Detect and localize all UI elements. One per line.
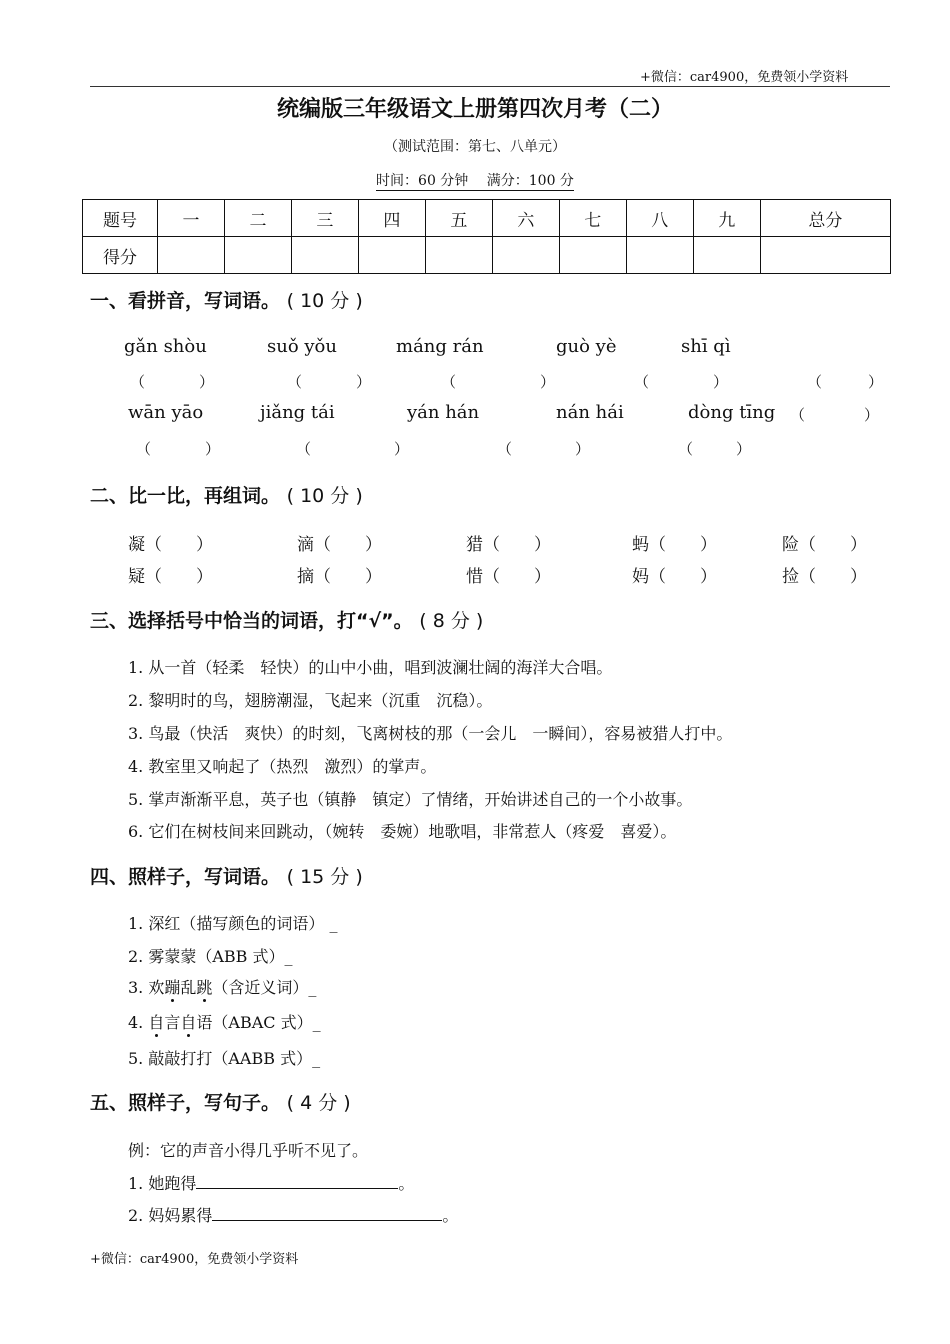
score-header-cell: 三 bbox=[291, 200, 358, 237]
word-item: 捡（ ） bbox=[782, 567, 867, 587]
score-header-cell: 五 bbox=[425, 200, 492, 237]
score-cell[interactable] bbox=[626, 237, 693, 274]
section-2-heading: 二、比一比，再组词。 bbox=[90, 485, 281, 507]
score-header-cell: 二 bbox=[224, 200, 291, 237]
section-1-heading: 一、看拼音，写词语。 bbox=[90, 290, 281, 312]
pinyin-5: shī qì bbox=[681, 336, 731, 357]
section-3-title bbox=[90, 606, 483, 633]
section-4-title bbox=[90, 862, 363, 889]
page-title: 统编版三年级语文上册第四次月考（二） bbox=[276, 97, 673, 122]
score-cell[interactable] bbox=[492, 237, 559, 274]
paren-open: （ bbox=[497, 440, 513, 458]
question-item: 5. 掌声渐渐平息，英子也（镇静 镇定）了情绪，开始讲述自己的一个小故事。 bbox=[128, 790, 693, 809]
pinyin-6: wān yāo bbox=[128, 402, 204, 423]
example-sentence: 例：它的声音小得几乎听不见了。 bbox=[128, 1141, 369, 1160]
test-scope: （测试范围：第七、八单元） bbox=[384, 139, 566, 155]
score-cell[interactable] bbox=[559, 237, 626, 274]
emphasis-char: 蹦 bbox=[164, 978, 181, 997]
pinyin-2: suǒ yǒu bbox=[267, 336, 337, 357]
paren-open: （ bbox=[296, 440, 312, 458]
paren-open: （ bbox=[807, 373, 823, 391]
header-watermark: +微信：car4900，免费领小学资料 bbox=[640, 70, 849, 85]
question-item: 2. 雾蒙蒙（ABB 式）_ bbox=[128, 947, 293, 966]
word-item: 妈（ ） bbox=[632, 567, 717, 587]
question-item: 3. 欢蹦乱跳（含近义词）_ bbox=[128, 978, 317, 997]
section-1-title bbox=[90, 286, 363, 313]
emphasis-char: 自 bbox=[148, 1013, 165, 1032]
question-item: 1. 从一首（轻柔 轻快）的山中小曲，唱到波澜壮阔的海洋大合唱。 bbox=[128, 658, 613, 677]
word-item: 摘（ ） bbox=[297, 567, 382, 587]
question-item: 1. 她跑得 。 bbox=[128, 1174, 415, 1193]
score-row-label: 得分 bbox=[83, 237, 158, 274]
time-info-text: 时间：60 分钟 满分：100 分 bbox=[376, 173, 574, 189]
question-item: 2. 黎明时的鸟，翅膀潮湿，飞起来（沉重 沉稳）。 bbox=[128, 691, 493, 710]
score-table-score-row bbox=[83, 237, 891, 274]
paren-open: （ bbox=[441, 373, 457, 391]
paren-open: （ bbox=[287, 373, 303, 391]
question-item: 3. 鸟最（快活 爽快）的时刻，飞离树枝的那（一会儿 一瞬间），容易被猎人打中。 bbox=[128, 724, 733, 743]
pinyin-7: jiǎng tái bbox=[260, 402, 335, 423]
score-cell[interactable] bbox=[760, 237, 890, 274]
question-item: 4. 教室里又响起了（热烈 激烈）的掌声。 bbox=[128, 757, 437, 776]
paren-close: ） bbox=[199, 373, 215, 391]
section-3-points: ( 8 分 ) bbox=[419, 610, 484, 632]
paren-open: （ bbox=[136, 440, 152, 458]
score-header-cell: 一 bbox=[158, 200, 225, 237]
section-5-title bbox=[90, 1088, 351, 1115]
paren-close: ） bbox=[394, 440, 410, 458]
score-cell[interactable] bbox=[358, 237, 425, 274]
question-item: 5. 敲敲打打（AABB 式）_ bbox=[128, 1049, 321, 1068]
emphasis-char: 跳 bbox=[196, 978, 213, 997]
score-header-cell: 九 bbox=[693, 200, 760, 237]
answer-blank[interactable] bbox=[196, 1172, 398, 1189]
paren-close: ） bbox=[575, 440, 591, 458]
score-header-cell: 七 bbox=[559, 200, 626, 237]
score-table-header-row bbox=[83, 200, 891, 237]
score-header-cell: 总分 bbox=[760, 200, 890, 237]
score-header-cell: 题号 bbox=[83, 200, 158, 237]
question-item: 2. 妈妈累得 。 bbox=[128, 1206, 459, 1225]
section-2-title bbox=[90, 481, 363, 508]
time-info bbox=[0, 170, 950, 190]
emphasis-char: 自 bbox=[180, 1013, 197, 1032]
word-item: 滴（ ） bbox=[297, 535, 382, 555]
score-cell[interactable] bbox=[425, 237, 492, 274]
footer-watermark: +微信：car4900，免费领小学资料 bbox=[90, 1252, 299, 1267]
score-table bbox=[82, 199, 891, 274]
question-item: 1. 深红（描写颜色的词语） _ bbox=[128, 914, 338, 933]
score-header-cell: 六 bbox=[492, 200, 559, 237]
score-cell[interactable] bbox=[693, 237, 760, 274]
paren-open: （ bbox=[130, 373, 146, 391]
word-item: 险（ ） bbox=[782, 535, 867, 555]
paren-close: ） bbox=[736, 440, 752, 458]
section-5-heading: 五、照样子，写句子。 bbox=[90, 1092, 281, 1114]
paren-close: ） bbox=[864, 406, 880, 424]
header-divider bbox=[90, 86, 890, 87]
pinyin-3: máng rán bbox=[396, 336, 484, 357]
score-cell[interactable] bbox=[158, 237, 225, 274]
paren-open: （ bbox=[678, 440, 694, 458]
question-item: 6. 它们在树枝间来回跳动，（婉转 委婉）地歌唱，非常惹人（疼爱 喜爱）。 bbox=[128, 822, 677, 841]
section-2-points: ( 10 分 ) bbox=[286, 485, 363, 507]
pinyin-4: guò yè bbox=[556, 336, 617, 357]
pinyin-10: dòng tīng bbox=[688, 402, 776, 423]
score-cell[interactable] bbox=[224, 237, 291, 274]
section-4-heading: 四、照样子，写词语。 bbox=[90, 866, 281, 888]
paren-close: ） bbox=[205, 440, 221, 458]
question-item: 4. 自言自语（ABAC 式）_ bbox=[128, 1013, 321, 1032]
pinyin-8: yán hán bbox=[407, 402, 480, 423]
paren-open: （ bbox=[634, 373, 650, 391]
word-item: 蚂（ ） bbox=[632, 535, 717, 555]
paren-close: ） bbox=[356, 373, 372, 391]
paren-close: ） bbox=[540, 373, 556, 391]
section-5-points: ( 4 分 ) bbox=[286, 1092, 351, 1114]
score-cell[interactable] bbox=[291, 237, 358, 274]
paren-open: （ bbox=[790, 406, 806, 424]
paren-close: ） bbox=[868, 373, 884, 391]
section-4-points: ( 15 分 ) bbox=[286, 866, 363, 888]
word-item: 猎（ ） bbox=[466, 535, 551, 555]
section-1-points: ( 10 分 ) bbox=[286, 290, 363, 312]
section-3-heading: 三、选择括号中恰当的词语，打“√”。 bbox=[90, 610, 413, 632]
answer-blank[interactable] bbox=[212, 1204, 442, 1221]
word-item: 疑（ ） bbox=[128, 567, 213, 587]
pinyin-9: nán hái bbox=[556, 402, 624, 423]
word-item: 惜（ ） bbox=[466, 567, 551, 587]
pinyin-1: gǎn shòu bbox=[124, 336, 207, 357]
paren-close: ） bbox=[713, 373, 729, 391]
word-item: 凝（ ） bbox=[128, 535, 213, 555]
score-header-cell: 八 bbox=[626, 200, 693, 237]
score-header-cell: 四 bbox=[358, 200, 425, 237]
